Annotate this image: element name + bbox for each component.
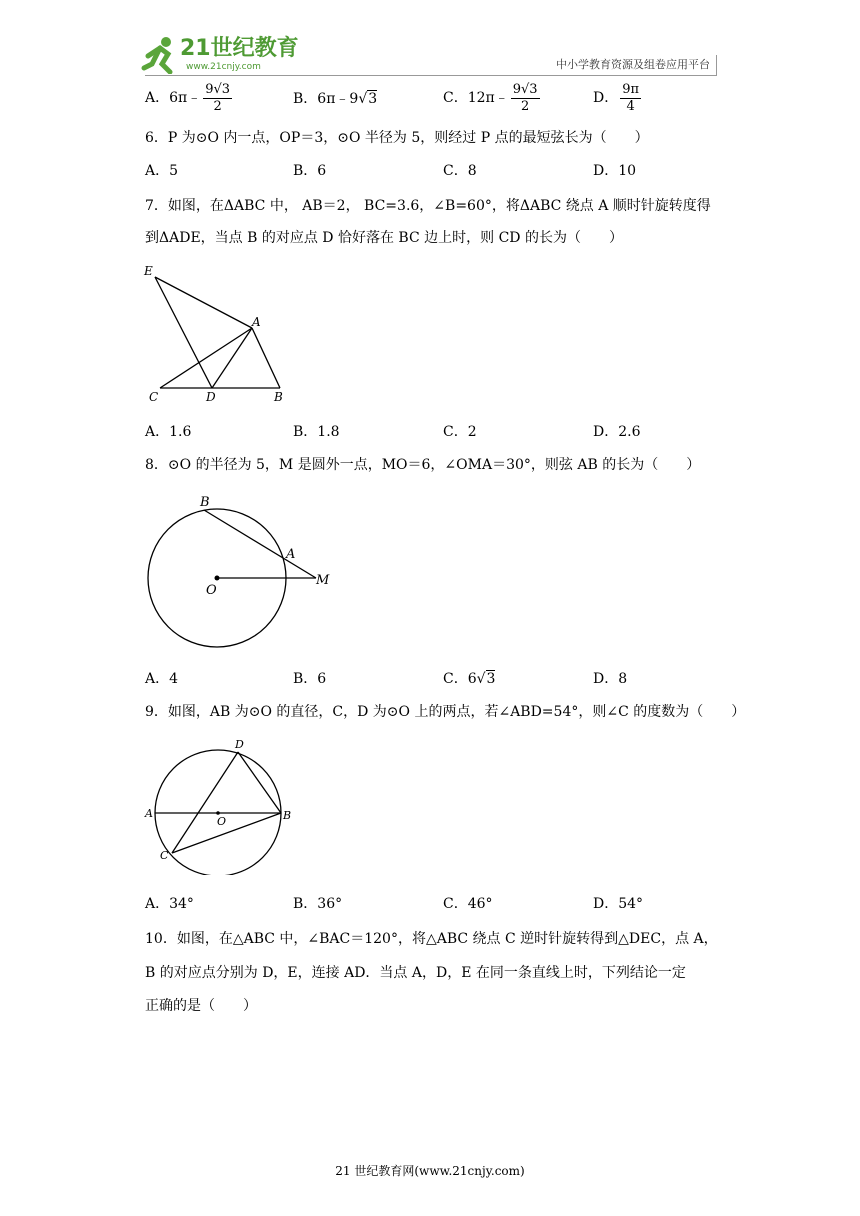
fraction-denominator: 4	[626, 98, 635, 114]
point-label-c: C	[160, 849, 169, 862]
sqrt-sign: √	[358, 91, 368, 107]
option-label: D．	[593, 90, 619, 107]
point-label-e: E	[144, 264, 153, 278]
option-label: A．	[145, 90, 170, 107]
q7-option-c: C．2	[443, 424, 477, 440]
q9-figure	[140, 735, 310, 875]
fraction-numerator: 9π	[622, 82, 640, 97]
q8-stem: 8．⊙O 的半径为 5，M 是圆外一点，MO＝6，∠OMA＝30°，则弦 AB 的长为（ ）	[145, 457, 701, 473]
header-rule	[145, 75, 717, 76]
point-label-d: D	[206, 390, 216, 404]
q8-option-a: A．4	[145, 671, 179, 687]
header-rule-tick	[716, 55, 717, 75]
fraction-numerator: 9√3	[205, 82, 231, 97]
fraction-denominator: 2	[213, 98, 222, 114]
q5-option-d	[593, 82, 643, 114]
point-label-b: B	[274, 390, 283, 404]
sqrt-value: 3	[486, 671, 496, 687]
page-footer: 21 世纪教育网(www.21cnjy.com)	[335, 1164, 525, 1178]
sqrt-value: 3	[368, 91, 378, 107]
q7-figure	[140, 260, 300, 410]
q10-stem-line3: 正确的是（ ）	[145, 998, 257, 1014]
point-label-d: D	[235, 738, 244, 751]
sqrt-sign: √	[476, 671, 486, 687]
option-text: 6π﹣9	[317, 91, 359, 107]
q8-option-c	[443, 671, 495, 688]
fraction-numerator: 9√3	[512, 82, 538, 97]
q8-option-b: B．6	[293, 671, 327, 687]
q9-stem: 9．如图，AB 为⊙O 的直径，C，D 为⊙O 上的两点，若∠ABD=54°，则∠C 的度数为（ ）	[145, 704, 746, 720]
point-label-o: O	[206, 583, 217, 598]
q7-stem-line1: 7．如图，在ΔABC 中， AB＝2， BC=3.6，∠B=60°，将ΔABC 绕点 A 顺时针旋转度得	[145, 198, 711, 214]
option-label: C．	[443, 90, 468, 107]
point-label-b: B	[200, 495, 210, 510]
point-label-a: A	[145, 807, 153, 820]
point-label-a: A	[286, 547, 296, 562]
option-text: C．6	[443, 671, 477, 687]
q7-option-d: D．2.6	[593, 424, 641, 440]
q10-stem-line1: 10．如图，在△ABC 中，∠BAC＝120°，将△ABC 绕点 C 逆时针旋转得到△DEC，点 A，	[145, 931, 718, 947]
fraction-denominator: 2	[521, 98, 530, 114]
q6-option-c: C．8	[443, 163, 477, 179]
q8-figure	[140, 490, 340, 650]
q7-option-b: B．1.8	[293, 424, 340, 440]
fraction	[203, 82, 232, 114]
option-text: 12π﹣	[467, 90, 509, 107]
q5-option-a	[145, 82, 234, 114]
point-label-m: M	[316, 573, 330, 588]
q10-stem-line2: B 的对应点分别为 D，E，连接 AD．当点 A，D，E 在同一条直线上时，下列结论一定	[145, 965, 686, 981]
logo-url: www.21cnjy.com	[186, 62, 261, 72]
point-label-a: A	[252, 315, 261, 329]
fraction	[511, 82, 540, 114]
q6-option-b: B．6	[293, 163, 327, 179]
q6-option-d: D．10	[593, 163, 637, 179]
fraction	[620, 82, 641, 114]
point-label-c: C	[149, 390, 159, 404]
point-label-b: B	[283, 809, 292, 822]
q9-option-c: C．46°	[443, 896, 493, 912]
point-label-o: O	[217, 815, 227, 828]
platform-title: 中小学教育资源及组卷应用平台	[556, 58, 710, 71]
q8-option-d: D．8	[593, 671, 628, 687]
q5-option-c	[443, 82, 542, 114]
q9-option-a: A．34°	[145, 896, 194, 912]
q9-option-d: D．54°	[593, 896, 644, 912]
q9-option-b: B．36°	[293, 896, 343, 912]
q6-stem: 6．P 为⊙O 内一点，OP＝3，⊙O 半径为 5，则经过 P 点的最短弦长为（ ）	[145, 130, 649, 146]
q5-option-b	[293, 91, 377, 108]
q6-option-a: A．5	[145, 163, 179, 179]
logo-text: 21世纪教育	[180, 36, 299, 61]
q7-stem-line2: 到ΔADE，当点 B 的对应点 D 恰好落在 BC 边上时，则 CD 的长为（ ）	[145, 230, 623, 246]
q7-option-a: A．1.6	[145, 424, 192, 440]
option-label: B．	[293, 91, 318, 107]
runner-logo-icon	[140, 34, 180, 74]
option-text: 6π﹣	[169, 90, 202, 107]
